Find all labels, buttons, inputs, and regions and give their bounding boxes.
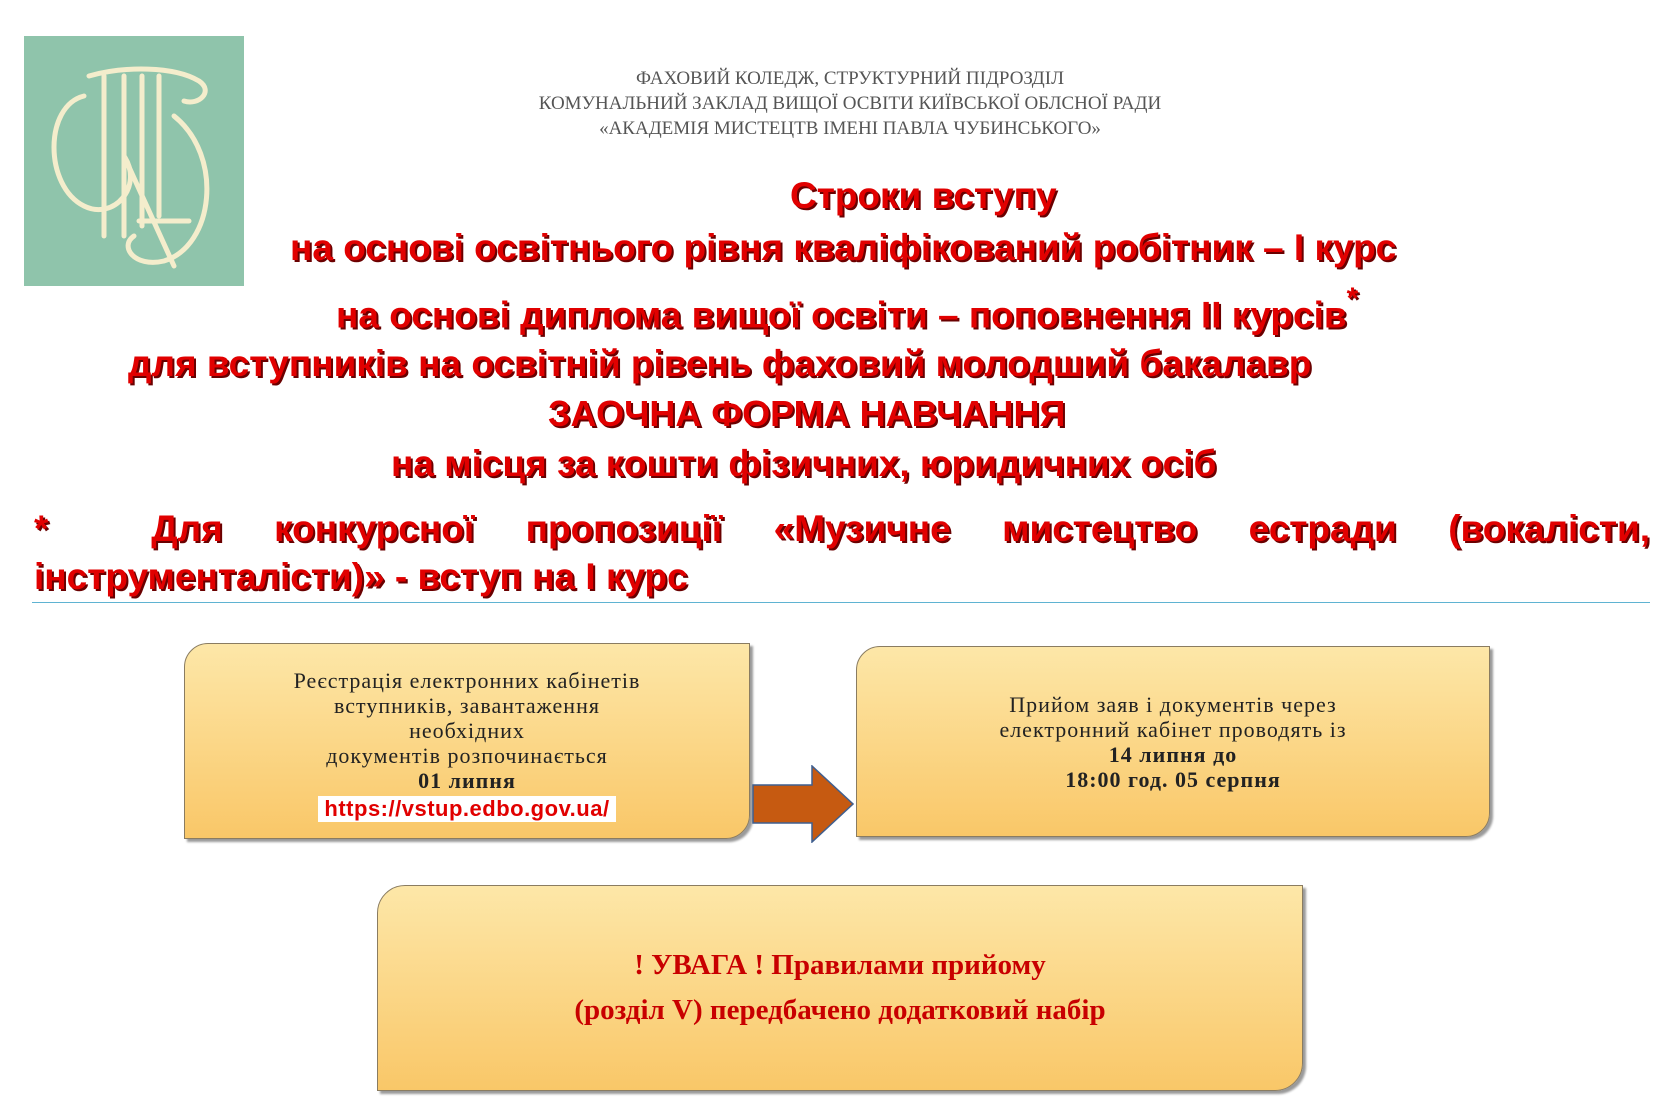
title-line-3-asterisk: *: [1346, 282, 1359, 315]
academy-lyre-logo-icon: [24, 36, 244, 286]
notice-line-2: (розділ V) передбачено додатковий набір: [574, 994, 1106, 1026]
footnote: [34, 505, 1650, 601]
institution-header: [470, 66, 1230, 141]
arrow-right-icon: [752, 765, 854, 843]
title-line-1: Строки вступу: [790, 175, 1057, 216]
divider: [32, 602, 1650, 603]
notice-line-1: ! УВАГА ! Правилами прийому: [634, 949, 1046, 981]
footnote-text: Для конкурсної пропозиції «Музичне мистецтво естради (вокалісти, інструменталісти)» - вступ на І курс: [34, 508, 1650, 597]
step2-line-4: 18:00 год. 05 серпня: [1065, 766, 1281, 792]
title-line-2: на основі освітнього рівня кваліфікований робітник – І курс: [290, 227, 1397, 268]
step2-line-3: 14 липня до: [1108, 741, 1238, 767]
title-line-4: для вступників на освітній рівень фаховий молодший бакалавр: [128, 343, 1312, 384]
notice-box: [377, 885, 1303, 1091]
step2-line-2: електронний кабінет проводять із: [999, 716, 1347, 742]
step1-line-1: Реєстрація електронних кабінетів: [293, 668, 641, 693]
title-line-3: [336, 282, 1359, 336]
institution-line-3: «АКАДЕМІЯ МИСТЕЦТВ ІМЕНІ ПАВЛА ЧУБИНСЬКОГО»: [599, 118, 1101, 139]
step1-date: 01 липня: [418, 768, 516, 793]
step2-line-1: Прийом заяв і документів через: [1009, 691, 1337, 717]
form-of-study: ЗАОЧНА ФОРМА НАВЧАННЯ: [548, 393, 1066, 434]
academy-logo: [24, 36, 244, 286]
registration-step-box: [184, 643, 750, 839]
edbo-link[interactable]: https://vstup.edbo.gov.ua/: [318, 796, 615, 822]
footnote-asterisk: *: [34, 508, 49, 549]
title-line-3-text: на основі диплома вищої освіти – поповнення ІІ курсів: [336, 294, 1347, 336]
institution-line-1: ФАХОВИЙ КОЛЕДЖ, СТРУКТУРНИЙ ПІДРОЗДІЛ: [636, 68, 1064, 89]
step1-line-3: необхідних: [409, 718, 525, 743]
institution-line-2: КОМУНАЛЬНИЙ ЗАКЛАД ВИЩОЇ ОСВІТИ КИЇВСЬКОЇ ОБЛСНОЇ РАДИ: [538, 93, 1162, 114]
funding-line: на місця за кошти фізичних, юридичних осіб: [391, 443, 1217, 484]
step1-line-2: вступників, завантаження: [334, 693, 600, 718]
step1-line-4: документів розпочинається: [326, 743, 608, 768]
document-submission-box: [856, 646, 1490, 837]
